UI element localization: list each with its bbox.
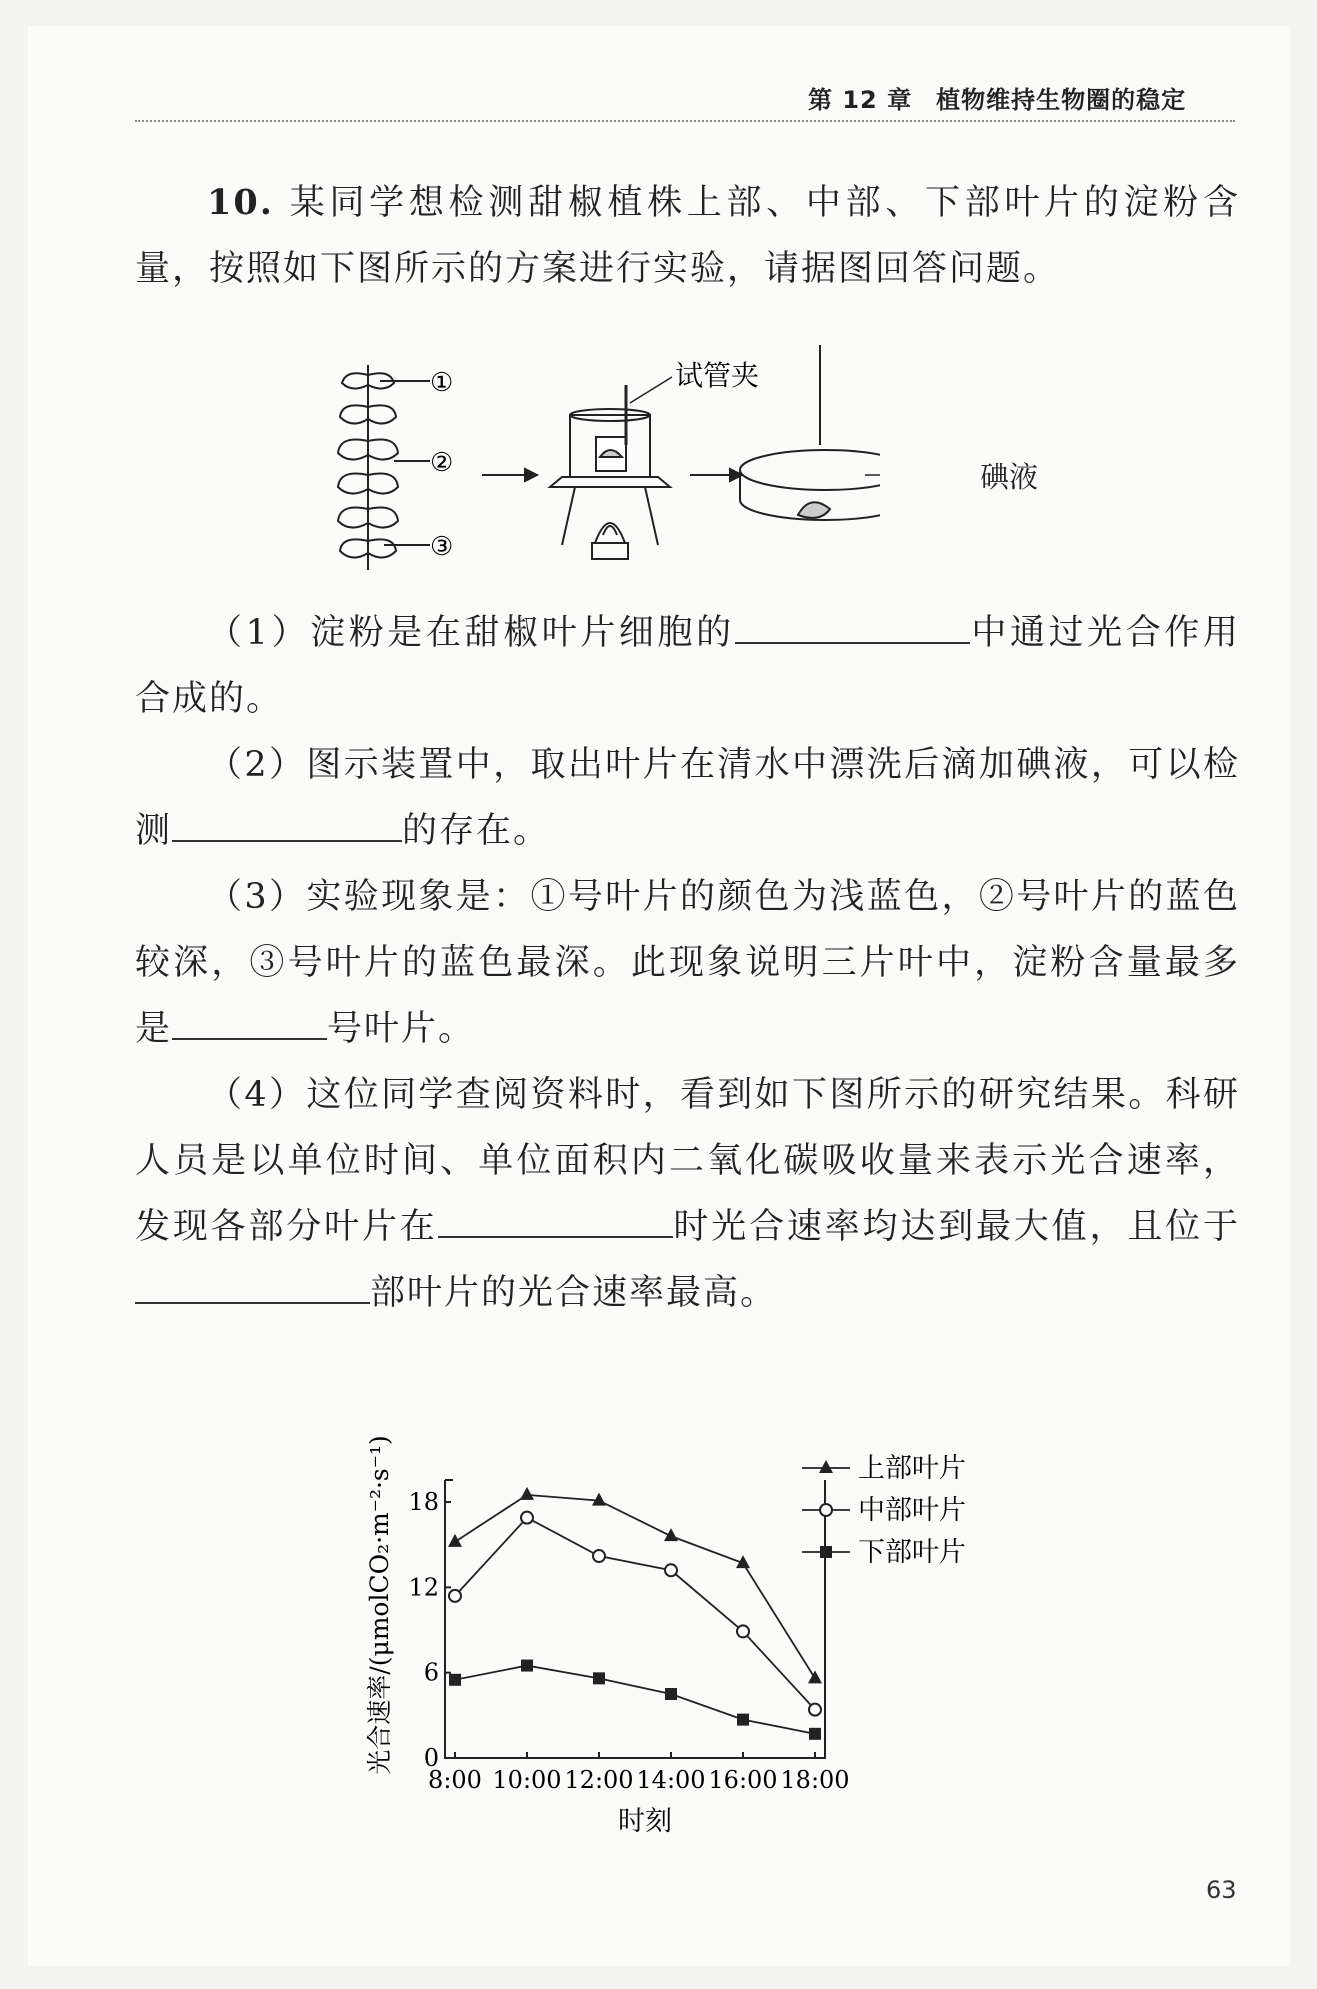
answer-blank-5[interactable] <box>135 1260 370 1304</box>
q1-text-after: 中通过光合作用合成的。 <box>135 613 1240 719</box>
data-point-circle <box>521 1512 533 1524</box>
leaf-label-3: ③ <box>430 532 454 562</box>
answer-blank-1[interactable] <box>735 600 970 644</box>
y-axis-label: 光合速率/(μmolCO₂·m⁻²·s⁻¹) <box>365 1435 394 1775</box>
plant-illustration <box>338 365 430 570</box>
water-bath-apparatus <box>550 385 670 559</box>
question-part-4 <box>135 1062 1240 1326</box>
q4-text-mid: 时光合速率均达到最大值，且位于 <box>672 1207 1240 1247</box>
x-tick-label: 8:00 <box>428 1766 482 1794</box>
y-tick-label: 12 <box>408 1573 439 1602</box>
x-tick-label: 18:00 <box>780 1766 850 1794</box>
answer-blank-2[interactable] <box>172 798 402 842</box>
data-point-circle <box>737 1625 749 1637</box>
data-point-square <box>809 1728 821 1740</box>
running-header <box>808 80 1186 115</box>
q4-text-before: （4）这位同学查阅资料时，看到如下图所示的研究结果。科研人员是以单位时间、单位面积内二氧化碳吸收量来表示光合速率，发现各部分叶片在 <box>135 1075 1240 1247</box>
x-tick-label: 10:00 <box>492 1766 562 1794</box>
q3-text-before: （3）实验现象是：①号叶片的颜色为浅蓝色，②号叶片的蓝色较深，③号叶片的蓝色最深。此现象说明三片叶中，淀粉含量最多是 <box>135 877 1240 1049</box>
q2-text-after: 的存在。 <box>402 811 551 851</box>
series-circle <box>449 1512 821 1716</box>
test-tube-clamp-label: 试管夹 <box>675 359 760 392</box>
chart-axes <box>408 1480 849 1794</box>
x-axis-label: 时刻 <box>618 1806 672 1837</box>
data-point-square <box>521 1660 533 1672</box>
data-point-square <box>737 1714 749 1726</box>
plot-frame <box>445 1480 825 1758</box>
legend-label: 中部叶片 <box>858 1495 966 1526</box>
data-point-square <box>665 1688 677 1700</box>
header-divider <box>135 120 1235 122</box>
y-tick-label: 0 <box>423 1744 439 1772</box>
test-tube-clamp-leader <box>630 377 672 403</box>
data-point-triangle <box>819 1460 833 1473</box>
series-line <box>455 1518 815 1710</box>
petri-dish-with-dropper <box>740 345 880 520</box>
question-part-1 <box>135 600 1240 732</box>
data-point-square <box>820 1546 832 1558</box>
x-tick-label: 16:00 <box>708 1766 778 1794</box>
chart-legend <box>802 1453 966 1568</box>
chapter-number: 第 12 章 <box>808 86 913 114</box>
page-number: 63 <box>1206 1876 1237 1904</box>
experiment-diagram <box>320 345 880 575</box>
data-point-triangle <box>592 1493 606 1506</box>
legend-label: 上部叶片 <box>858 1453 966 1484</box>
iodine-label: 碘液 <box>980 460 1039 494</box>
series-line <box>455 1666 815 1734</box>
data-point-circle <box>665 1564 677 1576</box>
legend-label: 下部叶片 <box>858 1537 966 1568</box>
q4-text-after: 部叶片的光合速率最高。 <box>370 1273 778 1313</box>
y-tick-label: 18 <box>408 1488 439 1516</box>
question-intro <box>135 170 1240 302</box>
answer-blank-3[interactable] <box>172 996 327 1040</box>
leaf-label-2: ② <box>430 448 454 478</box>
leaf-label-1: ① <box>430 368 454 398</box>
x-tick-label: 14:00 <box>636 1766 706 1794</box>
series-triangle <box>448 1487 822 1683</box>
question-part-2 <box>135 732 1240 864</box>
data-point-triangle <box>520 1487 534 1500</box>
series-square <box>449 1660 821 1740</box>
data-point-triangle <box>808 1670 822 1683</box>
q3-text-after: 号叶片。 <box>327 1009 476 1049</box>
q2-text-before: （2）图示装置中，取出叶片在清水中漂洗后滴加碘液，可以检测 <box>135 745 1240 851</box>
data-point-circle <box>809 1704 821 1716</box>
data-point-circle <box>820 1504 832 1516</box>
photosynthesis-rate-chart <box>350 1370 1050 1850</box>
question-intro-text: 某同学想检测甜椒植株上部、中部、下部叶片的淀粉含量，按照如下图所示的方案进行实验，请据图回答问题。 <box>135 183 1240 289</box>
q1-text-before: （1）淀粉是在甜椒叶片细胞的 <box>207 613 735 653</box>
arrow-2 <box>690 469 742 481</box>
chart-series <box>448 1487 822 1740</box>
chapter-title: 植物维持生物圈的稳定 <box>936 86 1187 114</box>
data-point-square <box>449 1674 461 1686</box>
arrow-1 <box>482 469 537 481</box>
x-tick-label: 12:00 <box>564 1766 634 1794</box>
answer-blank-4[interactable] <box>438 1194 673 1238</box>
data-point-triangle <box>448 1534 462 1547</box>
question-number: 10. <box>207 182 274 223</box>
data-point-circle <box>449 1590 461 1602</box>
data-point-circle <box>593 1550 605 1562</box>
y-tick-label: 6 <box>423 1658 439 1687</box>
question-part-3 <box>135 864 1240 1062</box>
data-point-square <box>593 1672 605 1684</box>
